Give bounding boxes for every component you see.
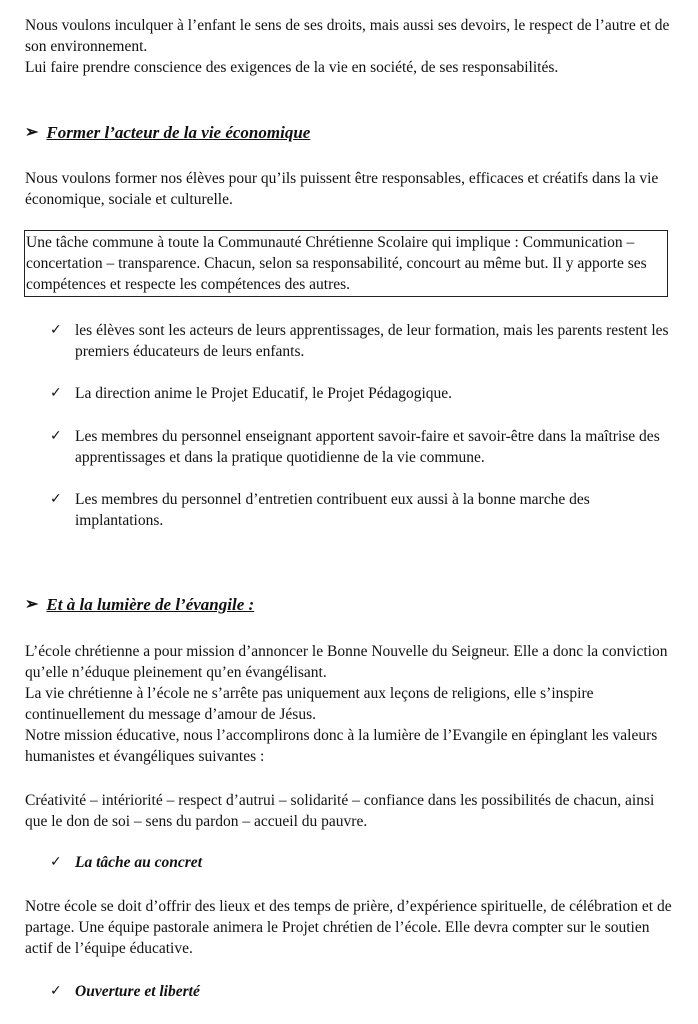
- section-title: Former l’acteur de la vie économique: [46, 123, 311, 142]
- check-icon: ✓: [50, 385, 62, 401]
- gospel-paragraph: [25, 641, 675, 767]
- check-icon: ✓: [50, 854, 62, 870]
- list-item-text: les élèves sont les acteurs de leurs apprentissages, de leur formation, mais les parents restent les premiers éducateurs de leurs enfants.: [75, 322, 669, 360]
- community-box: [24, 230, 668, 297]
- arrow-bullet-icon: ➢: [25, 596, 39, 613]
- gospel-p1: L’école chrétienne a pour mission d’annoncer le Bonne Nouvelle du Seigneur. Elle a donc la conviction qu’elle n’éduque pleinement qu’en évangélisant.: [25, 643, 668, 681]
- section-heading-gospel: [25, 594, 254, 616]
- gospel-p2: La vie chrétienne à l’école ne s’arrête pas uniquement aux leçons de religions, elle s’inspire continuellement du message d’amour de Jésus.: [25, 685, 594, 723]
- gospel-p3: Notre mission éducative, nous l’accomplirons donc à la lumière de l’Evangile en épinglant les valeurs humanistes et évangéliques suivantes :: [25, 727, 658, 765]
- subheading-text: Ouverture et liberté: [75, 983, 200, 1000]
- task-paragraph: Notre école se doit d’offrir des lieux et des temps de prière, d’expérience spirituelle, de célébration et de partage. Une équipe pastorale animera le Projet chrétien de l’école. Elle devra compter sur le soutien actif de l’équipe éducative.: [25, 898, 672, 957]
- intro-line-2: Lui faire prendre conscience des exigences de la vie en société, de ses responsabilités.: [25, 59, 559, 76]
- economic-paragraph: Nous voulons former nos élèves pour qu’ils puissent être responsables, efficaces et créatifs dans la vie économique, sociale et culturelle.: [25, 170, 659, 208]
- list-item: [50, 320, 670, 362]
- list-item: [50, 489, 670, 531]
- list-item-text: La direction anime le Projet Educatif, le Projet Pédagogique.: [75, 385, 453, 402]
- community-box-text: Une tâche commune à toute la Communauté Chrétienne Scolaire qui implique : Communication – concertation – transparence. Chacun, selon sa responsabilité, concourt au même but. Il y apporte ses compétences et respecte les compétences des autres.: [26, 234, 647, 293]
- arrow-bullet-icon: ➢: [25, 124, 39, 141]
- values-paragraph: Créativité – intériorité – respect d’autrui – solidarité – confiance dans les possibilités de chacun, ainsi que le don de soi – sens du pardon – accueil du pauvre.: [25, 792, 655, 830]
- check-icon: ✓: [50, 428, 62, 444]
- section-title: Et à la lumière de l’évangile :: [46, 595, 255, 614]
- list-item-text: Les membres du personnel d’entretien contribuent eux aussi à la bonne marche des implantations.: [75, 491, 590, 529]
- check-icon: ✓: [50, 491, 62, 507]
- intro-paragraph: [25, 15, 675, 78]
- subheading-text: La tâche au concret: [75, 854, 202, 871]
- list-item-text: Les membres du personnel enseignant apportent savoir-faire et savoir-être dans la maîtrise des apprentissages et dans la pratique quotidienne de la vie commune.: [75, 428, 660, 466]
- list-item: [50, 383, 670, 404]
- intro-line-1: Nous voulons inculquer à l’enfant le sens de ses droits, mais aussi ses devoirs, le respect de l’autre et de son environnement.: [25, 17, 670, 55]
- check-icon: ✓: [50, 983, 62, 999]
- check-icon: ✓: [50, 322, 62, 338]
- list-item: [50, 426, 670, 468]
- subheading-task: [50, 852, 202, 873]
- section-heading-economic: [25, 122, 310, 144]
- subheading-openness: [50, 981, 200, 1002]
